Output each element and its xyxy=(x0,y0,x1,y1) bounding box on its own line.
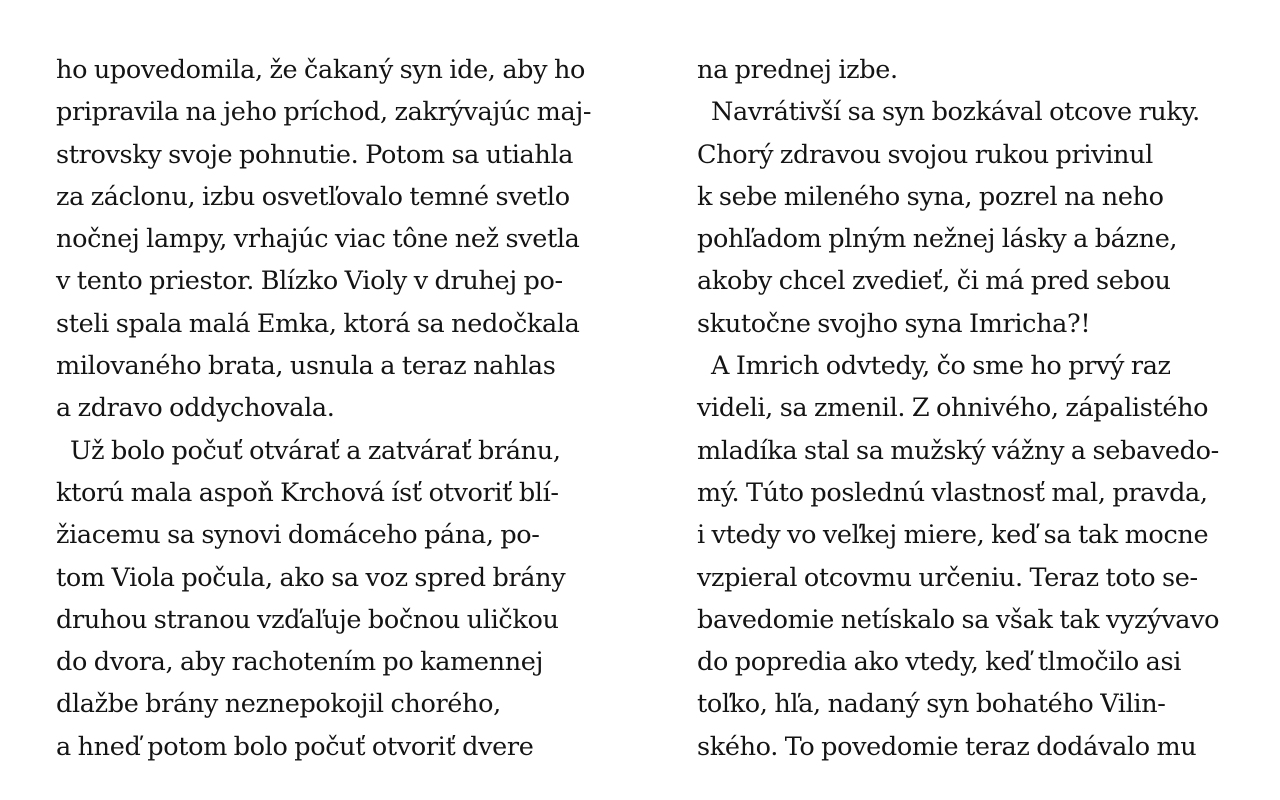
text-line: pripravila na jeho príchod, zakrývajúc maj- xyxy=(56,97,592,128)
text-line: toľko, hľa, nadaný syn bohatého Vilin- xyxy=(697,689,1166,720)
text-line: druhou stranou vzďaľuje bočnou uličkou xyxy=(56,604,559,635)
text-line: v tento priestor. Blízko Violy v druhej po- xyxy=(56,266,563,297)
right-page-column xyxy=(697,49,1219,768)
text-line: a hneď potom bolo počuť otvoriť dvere xyxy=(56,731,534,762)
text-line: akoby chcel zvedieť, či má pred sebou xyxy=(697,266,1171,297)
text-line: i vtedy vo veľkej miere, keď sa tak mocne xyxy=(697,520,1209,551)
text-line: na prednej izbe. xyxy=(697,55,898,85)
text-line: žiacemu sa synovi domáceho pána, po- xyxy=(56,520,540,551)
paragraph-first-line: A Imrich odvtedy, čo sme ho prvý raz xyxy=(711,351,1171,382)
text-line: dlažbe brány neznepokojil chorého, xyxy=(56,689,501,720)
paragraph-first-line: Navrátivší sa syn bozkával otcove ruky. xyxy=(711,97,1200,128)
text-line: milovaného brata, usnula a teraz nahlas xyxy=(56,351,556,382)
text-line: za záclonu, izbu osvetľovalo temné svetlo xyxy=(56,181,570,212)
text-line: steli spala malá Emka, ktorá sa nedočkala xyxy=(56,308,580,339)
text-line: a zdravo oddychovala. xyxy=(56,393,335,424)
text-line: videli, sa zmenil. Z ohnivého, zápalistého xyxy=(697,393,1209,424)
text-line: ktorú mala aspoň Krchová ísť otvoriť blí- xyxy=(56,477,559,508)
text-line: ského. To povedomie teraz dodávalo mu xyxy=(697,731,1197,762)
text-line: tom Viola počula, ako sa voz spred brány xyxy=(56,562,566,593)
text-line: bavedomie netískalo sa však tak vyzývavo xyxy=(697,604,1220,635)
text-line: Chorý zdravou svojou rukou privinul xyxy=(697,139,1153,170)
text-line: do popredia ako vtedy, keď tlmočilo asi xyxy=(697,647,1182,678)
text-line: mý. Túto poslednú vlastnosť mal, pravda, xyxy=(697,477,1208,508)
text-line: mladíka stal sa mužský vážny a sebavedo- xyxy=(697,435,1219,466)
text-line: skutočne svojho syna Imricha?! xyxy=(697,308,1091,339)
text-line: vzpieral otcovmu určeniu. Teraz toto se- xyxy=(697,562,1198,593)
text-line: k sebe mileného syna, pozrel na neho xyxy=(697,181,1164,212)
paragraph-first-line: Už bolo počuť otvárať a zatvárať bránu, xyxy=(70,435,561,466)
text-line: pohľadom plným nežnej lásky a bázne, xyxy=(697,224,1178,255)
text-line: strovsky svoje pohnutie. Potom sa utiahla xyxy=(56,139,574,170)
left-page-column xyxy=(56,49,591,768)
text-line: ho upovedomila, že čakaný syn ide, aby ho xyxy=(56,55,586,85)
text-line: do dvora, aby rachotením po kamennej xyxy=(56,647,544,678)
text-line: nočnej lampy, vrhajúc viac tône než svetla xyxy=(56,224,580,255)
